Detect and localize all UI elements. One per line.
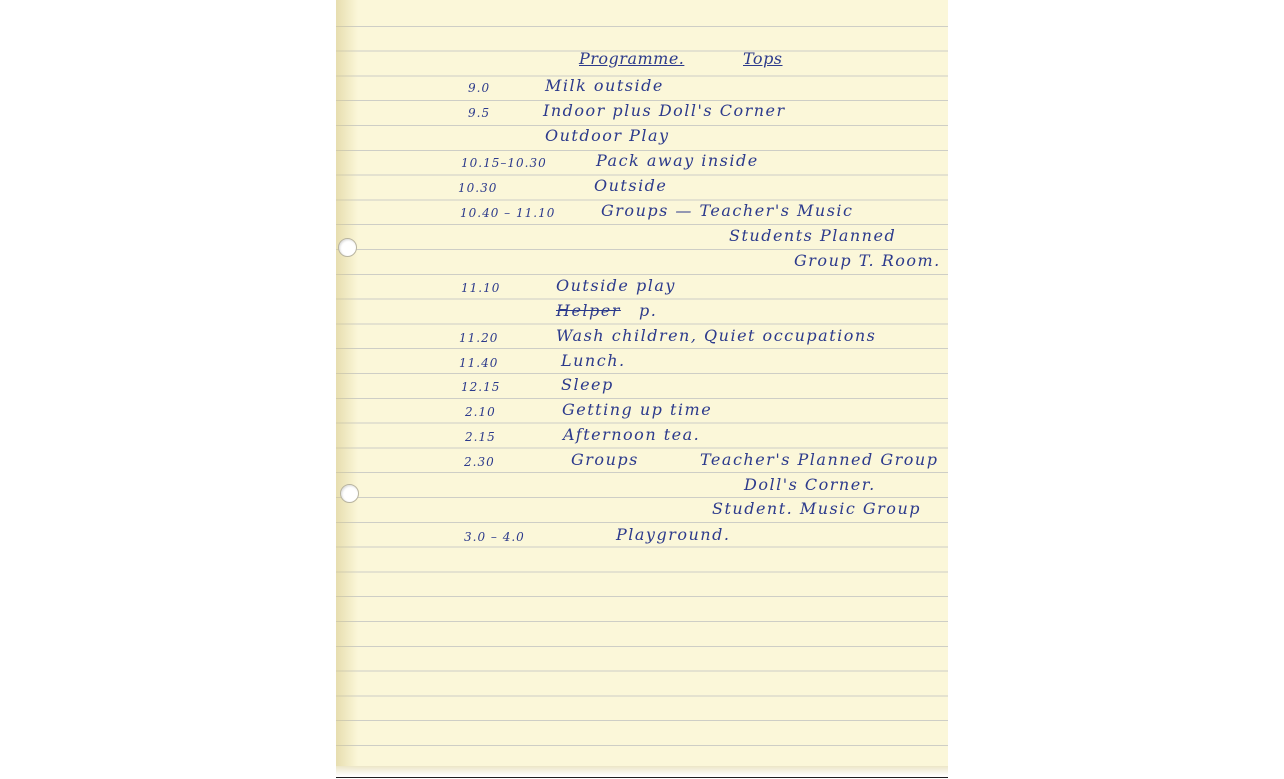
struck-out-entry: Helper [556,301,621,320]
schedule-entry: Getting up time [562,400,713,419]
schedule-entry: Afternoon tea. [563,425,701,444]
page-divider [336,777,948,778]
schedule-entry: Outside [594,176,668,195]
time-label: 10.40 – 11.10 [460,206,556,220]
time-label: 9.0 [468,81,491,95]
time-label: 11.20 [459,331,499,345]
schedule-entry: Indoor plus Doll's Corner [543,101,786,120]
time-label: 10.30 [458,181,498,195]
schedule-entry: Milk outside [545,76,664,95]
schedule-entry: Groups — Teacher's Music [601,201,854,220]
schedule-entry: Lunch. [561,351,626,370]
time-label: 12.15 [461,380,501,394]
schedule-entry: Teacher's Planned Group [700,450,939,469]
time-label: 11.40 [459,356,499,370]
schedule-entry: Wash children, Quiet occupations [556,326,877,345]
punch-hole-bottom [340,484,359,503]
schedule-entry: Groups [571,450,639,469]
schedule-entry: Doll's Corner. [744,475,876,494]
schedule-entry: Student. Music Group [712,499,921,518]
time-label: 2.10 [465,405,496,419]
schedule-entry: Outside play [556,276,676,295]
time-label: 2.30 [464,455,495,469]
time-label: 10.15–10.30 [461,156,547,170]
tops-heading: Tops [743,49,783,68]
time-label: 9.5 [468,106,491,120]
schedule-entry: Group T. Room. [794,251,941,270]
programme-heading: Programme. [579,49,685,68]
schedule-entry: p. [639,301,658,320]
schedule-entry: Students Planned [729,226,897,245]
time-label: 3.0 – 4.0 [464,530,525,544]
schedule-entry: Pack away inside [596,151,759,170]
time-label: 2.15 [465,430,496,444]
notebook-page [336,0,948,766]
schedule-entry: Sleep [561,375,614,394]
punch-hole-top [338,238,357,257]
schedule-entry: Playground. [616,525,731,544]
time-label: 11.10 [461,281,501,295]
schedule-entry: Outdoor Play [545,126,670,145]
